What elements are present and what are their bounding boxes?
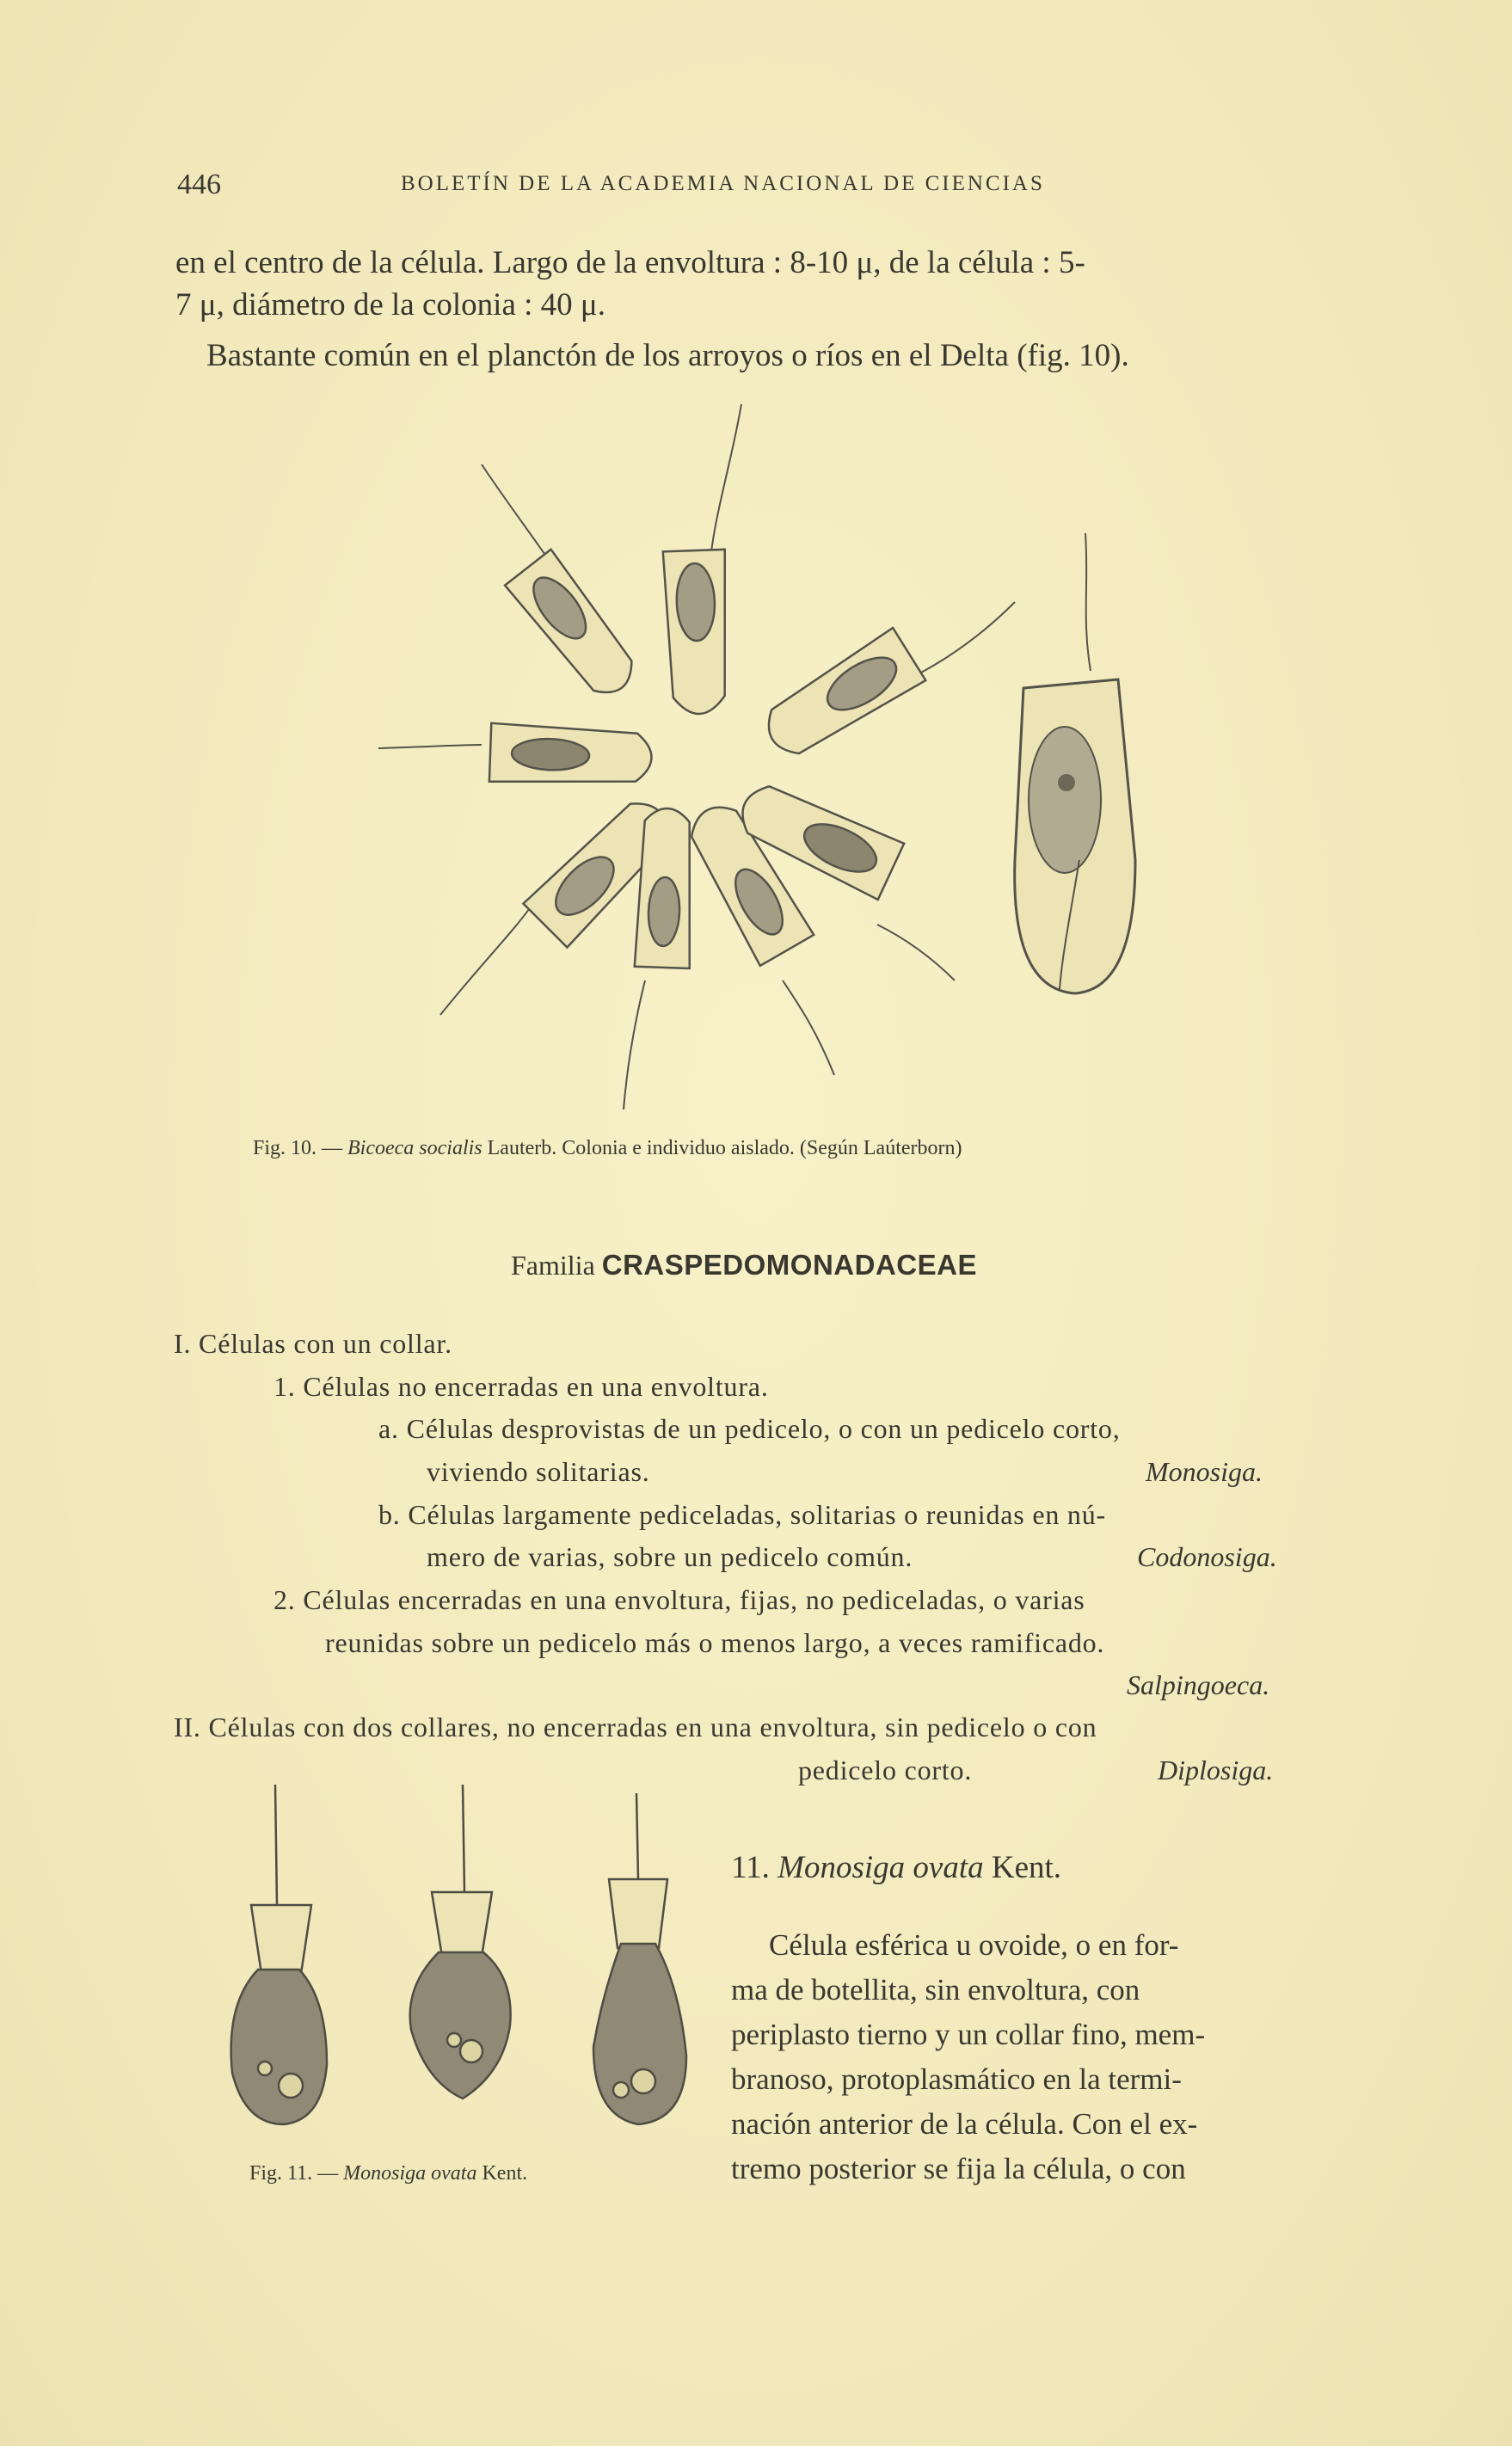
key-item-2-line-2: reunidas sobre un pedicelo más o menos largo, a veces ramificado. <box>325 1627 1105 1658</box>
figure-11-species: Monosiga ovata <box>343 2162 477 2185</box>
key-genus-diplosiga: Diplosiga. <box>1158 1755 1274 1785</box>
figure-10-species: Bicoeca socialis <box>347 1137 482 1159</box>
species-11-author: Kent. <box>991 1850 1062 1885</box>
species-11-line-2: ma de botellita, sin envoltura, con <box>731 1973 1140 2007</box>
intro-line-1: en el centro de la célula. Largo de la envoltura : 8-10 μ, de la célula : 5- <box>175 245 1085 280</box>
figure-10-caption-rest: Lauterb. Colonia e individuo aislado. (Según Laúterborn) <box>487 1137 962 1159</box>
key-genus-monosiga: Monosiga. <box>1146 1456 1263 1487</box>
key-item-b-line-2: mero de varias, sobre un pedicelo común. <box>427 1541 913 1572</box>
figure-11-author: Kent. <box>482 2162 528 2185</box>
species-11-line-3: periplasto tierno y un collar fino, mem- <box>731 2018 1206 2051</box>
species-11-heading <box>731 1849 1061 1886</box>
key-item-I: I. Células con un collar. <box>174 1328 452 1359</box>
page-number: 446 <box>177 169 221 200</box>
species-11-line-1: Célula esférica u ovoide, o en for- <box>769 1928 1179 1962</box>
family-prefix: Familia <box>511 1250 595 1281</box>
intro-line-2: 7 μ, diámetro de la colonia : 40 μ. <box>175 287 605 323</box>
key-item-a-line-1: a. Células desprovistas de un pedicelo, o con un pedicelo corto, <box>378 1413 1121 1444</box>
figure-11-caption <box>249 2162 527 2185</box>
species-11-name: Monosiga ovata <box>778 1850 984 1885</box>
key-item-a-line-2: viviendo solitarias. <box>427 1456 650 1487</box>
species-11-number: 11. <box>731 1850 770 1885</box>
family-name: CRASPEDOMONADACEAE <box>601 1249 977 1281</box>
figure-11-label: Fig. 11. — <box>249 2162 339 2185</box>
figure-10-label: Fig. 10. — <box>253 1137 343 1159</box>
species-11-line-6: tremo posterior se fija la célula, o con <box>731 2152 1186 2185</box>
key-genus-salpingoeca: Salpingoeca. <box>1127 1669 1270 1700</box>
key-item-2-line-1: 2. Células encerradas en una envoltura, fijas, no pediceladas, o varias <box>274 1584 1085 1615</box>
key-item-1: 1. Células no encerradas en una envoltura. <box>274 1371 769 1402</box>
key-item-b-line-1: b. Células largamente pediceladas, solitarias o reunidas en nú- <box>378 1499 1106 1530</box>
intro-line-3: Bastante común en el planctón de los arroyos o ríos en el Delta (fig. 10). <box>206 338 1129 373</box>
species-11-line-5: nación anterior de la célula. Con el ex- <box>731 2107 1198 2141</box>
monosiga-cell <box>410 1785 511 2099</box>
key-genus-codonosiga: Codonosiga. <box>1137 1541 1277 1572</box>
species-11-line-4: branoso, protoplasmático en la termi- <box>731 2062 1182 2096</box>
monosiga-cell <box>231 1785 327 2124</box>
key-item-II-line-2: pedicelo corto. <box>798 1755 973 1785</box>
monosiga-cell <box>593 1793 686 2124</box>
key-item-II-line-1: II. Células con dos collares, no encerradas en una envoltura, sin pedicelo o con <box>174 1712 1097 1742</box>
running-head: BOLETÍN DE LA ACADEMIA NACIONAL DE CIENCIAS <box>401 172 1045 195</box>
